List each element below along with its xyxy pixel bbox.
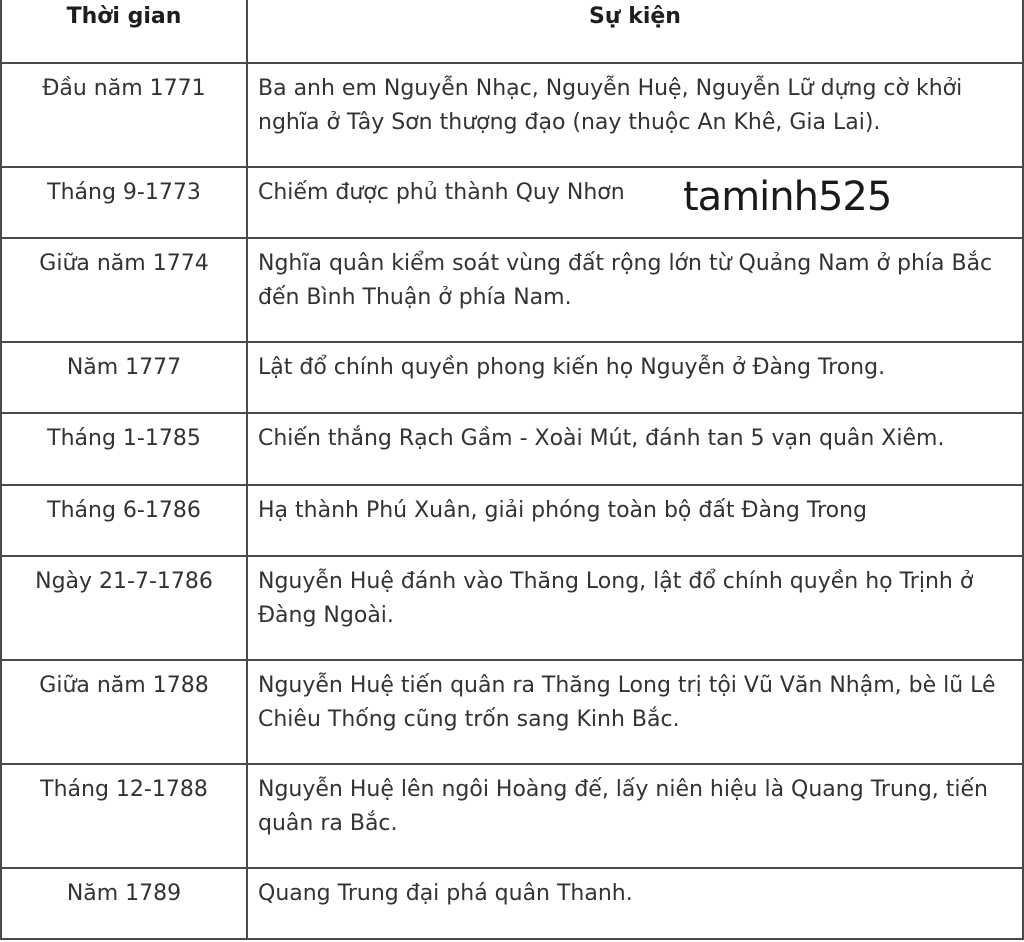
event-cell: Nguyễn Huệ đánh vào Thăng Long, lật đổ chính quyền họ Trịnh ở Đàng Ngoài. [247,556,1023,660]
table-row [1,764,1023,868]
time-cell: Ngày 21-7-1786 [1,556,247,660]
table-row [1,413,1023,485]
table-row [1,485,1023,556]
table-row [1,660,1023,764]
event-cell: Nghĩa quân kiểm soát vùng đất rộng lớn từ Quảng Nam ở phía Bắc đến Bình Thuận ở phía Nam. [247,238,1023,342]
watermark-text: taminh525 [683,174,892,220]
table-row [1,342,1023,413]
time-cell: Tháng 1-1785 [1,413,247,485]
time-cell: Giữa năm 1788 [1,660,247,764]
header-time: Thời gian [1,0,247,63]
table-header-row [1,0,1023,63]
table-row [1,556,1023,660]
header-event: Sự kiện [247,0,1023,63]
time-cell: Đầu năm 1771 [1,63,247,167]
time-cell: Năm 1789 [1,868,247,939]
event-cell: Hạ thành Phú Xuân, giải phóng toàn bộ đất Đàng Trong [247,485,1023,556]
time-cell: Tháng 9-1773 [1,167,247,238]
event-cell: Chiến thắng Rạch Gầm - Xoài Mút, đánh tan 5 vạn quân Xiêm. [247,413,1023,485]
event-cell: Nguyễn Huệ tiến quân ra Thăng Long trị tội Vũ Văn Nhậm, bè lũ Lê Chiêu Thống cũng trốn sang Kinh Bắc. [247,660,1023,764]
event-cell: Quang Trung đại phá quân Thanh. [247,868,1023,939]
time-cell: Tháng 6-1786 [1,485,247,556]
time-cell: Năm 1777 [1,342,247,413]
time-cell: Giữa năm 1774 [1,238,247,342]
time-cell: Tháng 12-1788 [1,764,247,868]
table-row [1,238,1023,342]
event-cell: Lật đổ chính quyền phong kiến họ Nguyễn ở Đàng Trong. [247,342,1023,413]
table-row [1,63,1023,167]
event-cell: Nguyễn Huệ lên ngôi Hoàng đế, lấy niên hiệu là Quang Trung, tiến quân ra Bắc. [247,764,1023,868]
event-cell: Ba anh em Nguyễn Nhạc, Nguyễn Huệ, Nguyễn Lữ dựng cờ khởi nghĩa ở Tây Sơn thượng đạo (nay thuộc An Khê, Gia Lai). [247,63,1023,167]
event-cell: Chiếm được phủ thành Quy Nhơn [247,167,1023,238]
table-row [1,868,1023,939]
